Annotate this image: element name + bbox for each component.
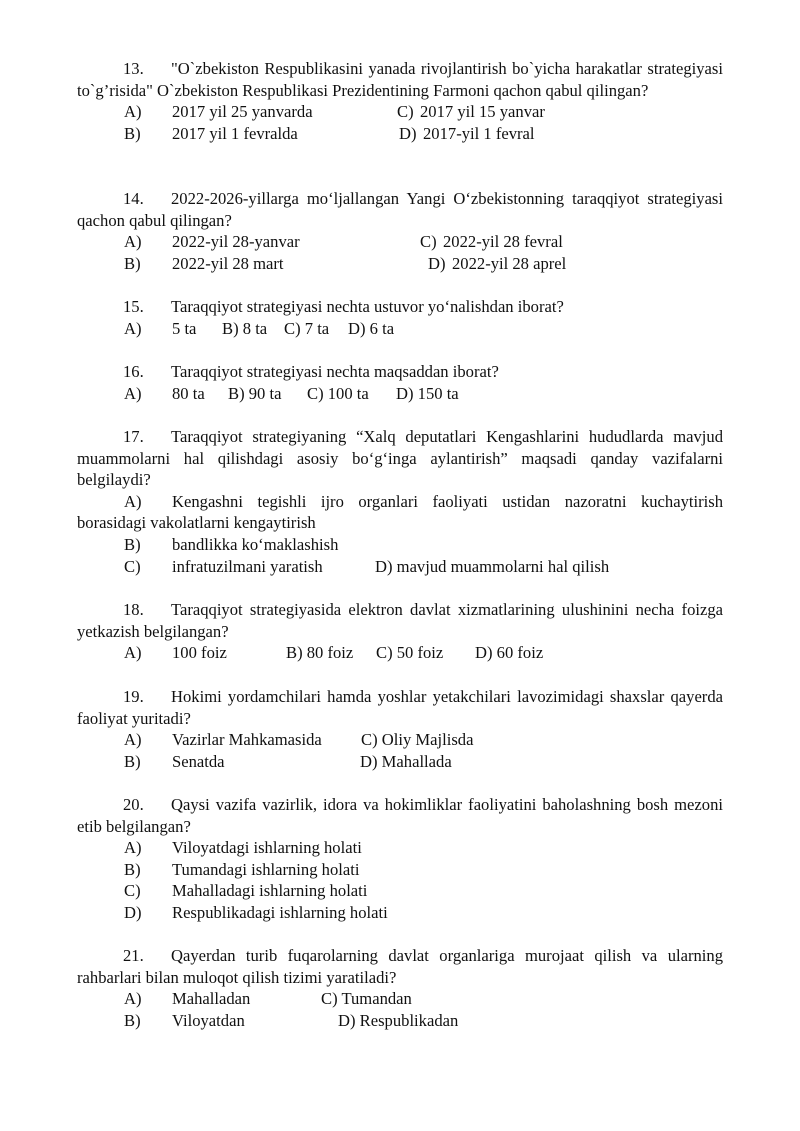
question-17 xyxy=(77,426,723,577)
question-number: 20. xyxy=(123,795,144,814)
option-text: D) 60 foiz xyxy=(475,643,544,663)
options-row xyxy=(77,642,723,664)
question-text: Taraqqiyot strategiyaning “Xalq deputatlari Kengashlarini hududlarda mavjud muammolarni hal qilishdagi asosiy bo‘g‘inga aylantirish” maqsadi qanday vazifalarni belgilaydi? xyxy=(77,427,723,490)
option-text: B) 8 ta xyxy=(222,318,268,338)
option-text: Senatda xyxy=(172,751,225,771)
option-a xyxy=(77,491,723,534)
option-text: 2022-yil 28 fevral xyxy=(443,232,563,252)
question-21 xyxy=(77,945,723,1031)
option-label: A) xyxy=(124,730,142,750)
options-row xyxy=(77,880,723,902)
question-stem xyxy=(77,361,723,383)
option-label: B) xyxy=(124,1010,141,1030)
option-text: D) 6 ta xyxy=(348,318,395,338)
option-text: D) mavjud muammolarni hal qilish xyxy=(375,556,610,576)
option-text: C) Tumandan xyxy=(321,989,412,1009)
option-text: 2022-yil 28 aprel xyxy=(452,253,567,273)
question-text: Taraqqiyot strategiyasi nechta ustuvor yo‘nalishdan iborat? xyxy=(171,297,564,316)
question-number: 17. xyxy=(123,427,144,446)
option-label: C) xyxy=(420,232,437,252)
option-text: Respublikadagi ishlarning holati xyxy=(172,902,388,922)
options-row xyxy=(77,123,723,145)
option-label: D) xyxy=(124,902,142,922)
option-text: 80 ta xyxy=(172,383,205,403)
question-stem xyxy=(77,794,723,837)
question-stem xyxy=(77,686,723,729)
question-number: 18. xyxy=(123,600,144,619)
option-label: A) xyxy=(124,318,142,338)
question-text: Hokimi yordamchilari hamda yoshlar yetakchilari lavozimidagi shaxslar qayerda faoliyat yuritadi? xyxy=(77,687,723,728)
option-text: C) Oliy Majlisda xyxy=(361,730,474,750)
question-14 xyxy=(77,188,723,274)
option-text: 2017 yil 1 fevralda xyxy=(172,123,298,143)
options-row xyxy=(77,383,723,405)
options-row xyxy=(77,751,723,773)
option-text: D) 150 ta xyxy=(396,383,459,403)
option-text: Kengashni tegishli ijro organlari faoliyati ustidan nazoratni kuchaytirish borasidagi vakolatlarni kengaytirish xyxy=(77,491,723,533)
options-row xyxy=(77,988,723,1010)
option-label: A) xyxy=(124,232,142,252)
option-text: C) 100 ta xyxy=(307,383,369,403)
question-20 xyxy=(77,794,723,924)
question-number: 16. xyxy=(123,362,144,381)
option-text: D) Mahallada xyxy=(360,751,452,771)
option-label: C) xyxy=(124,556,141,576)
option-text: Viloyatdan xyxy=(172,1010,245,1030)
question-18 xyxy=(77,599,723,664)
option-text: Viloyatdagi ishlarning holati xyxy=(172,838,362,858)
option-text: Tumandagi ishlarning holati xyxy=(172,859,360,879)
options-row xyxy=(77,253,723,275)
question-number: 14. xyxy=(123,189,144,208)
question-15 xyxy=(77,296,723,339)
option-text: 100 foiz xyxy=(172,643,227,663)
question-text: Qayerdan turib fuqarolarning davlat organlariga murojaat qilish va ularning rahbarlari bilan muloqot qilish tizimi yaratiladi? xyxy=(77,946,723,987)
option-text: C) 50 foiz xyxy=(376,643,444,663)
option-text: B) 90 ta xyxy=(228,383,282,403)
option-label: A) xyxy=(124,643,142,663)
option-label: C) xyxy=(397,102,414,122)
question-19 xyxy=(77,686,723,772)
option-text: C) 7 ta xyxy=(284,318,330,338)
option-label: B) xyxy=(124,123,141,143)
option-text: 2017-yil 1 fevral xyxy=(423,123,535,143)
question-text: Taraqqiyot strategiyasi nechta maqsaddan iborat? xyxy=(171,362,499,381)
option-text: Mahalladagi ishlarning holati xyxy=(172,881,368,901)
options-row xyxy=(77,101,723,123)
question-stem xyxy=(77,945,723,988)
option-text: bandlikka ko‘maklashish xyxy=(172,534,339,554)
option-label: A) xyxy=(124,491,142,511)
question-number: 15. xyxy=(123,297,144,316)
option-text: infratuzilmani yaratish xyxy=(172,556,323,576)
options-row xyxy=(77,729,723,751)
option-label: D) xyxy=(428,253,446,273)
option-text: D) Respublikadan xyxy=(338,1010,459,1030)
options-row xyxy=(77,859,723,881)
question-text: Taraqqiyot strategiyasida elektron davlat xizmatlarining ulushinini necha foizga yetkazish belgilangan? xyxy=(77,600,723,641)
question-text: 2022-2026-yillarga mo‘ljallangan Yangi O‘zbekistonning taraqqiyot strategiyasi qachon qabul qilingan? xyxy=(77,189,723,230)
option-text: 2017 yil 15 yanvar xyxy=(420,102,545,122)
option-label: B) xyxy=(124,859,141,879)
question-text: Qaysi vazifa vazirlik, idora va hokimliklar faoliyatini baholashning bosh mezoni etib belgilangan? xyxy=(77,795,723,836)
question-16 xyxy=(77,361,723,404)
options-row xyxy=(77,902,723,924)
options-row xyxy=(77,556,723,578)
option-label: A) xyxy=(124,383,142,403)
option-text: 2022-yil 28 mart xyxy=(172,253,284,273)
question-stem xyxy=(77,426,723,491)
options-row xyxy=(77,1010,723,1032)
question-stem xyxy=(77,296,723,318)
option-label: A) xyxy=(124,102,142,122)
question-number: 13. xyxy=(123,59,144,78)
option-label: B) xyxy=(124,253,141,273)
question-text: "O`zbekiston Respublikasini yanada rivojlantirish bo`yicha harakatlar strategiyasi to`g’risida" O`zbekiston Respublikasi Prezidentining Farmoni qachon qabul qilingan? xyxy=(77,59,723,100)
option-label: B) xyxy=(124,751,141,771)
options-row xyxy=(77,534,723,556)
option-label: D) xyxy=(399,123,417,143)
option-label: C) xyxy=(124,881,141,901)
option-text: B) 80 foiz xyxy=(286,643,354,663)
question-13 xyxy=(77,58,723,144)
option-text: 5 ta xyxy=(172,318,197,338)
option-text: Mahalladan xyxy=(172,989,251,1009)
option-text: 2022-yil 28-yanvar xyxy=(172,232,300,252)
option-label: A) xyxy=(124,989,142,1009)
options-row xyxy=(77,837,723,859)
question-number: 19. xyxy=(123,687,144,706)
question-stem xyxy=(77,599,723,642)
option-label: A) xyxy=(124,838,142,858)
option-text: 2017 yil 25 yanvarda xyxy=(172,102,313,122)
options-row xyxy=(77,231,723,253)
options-row xyxy=(77,318,723,340)
question-stem xyxy=(77,188,723,231)
question-number: 21. xyxy=(123,946,144,965)
question-stem xyxy=(77,58,723,101)
option-text: Vazirlar Mahkamasida xyxy=(172,730,322,750)
option-label: B) xyxy=(124,534,141,554)
